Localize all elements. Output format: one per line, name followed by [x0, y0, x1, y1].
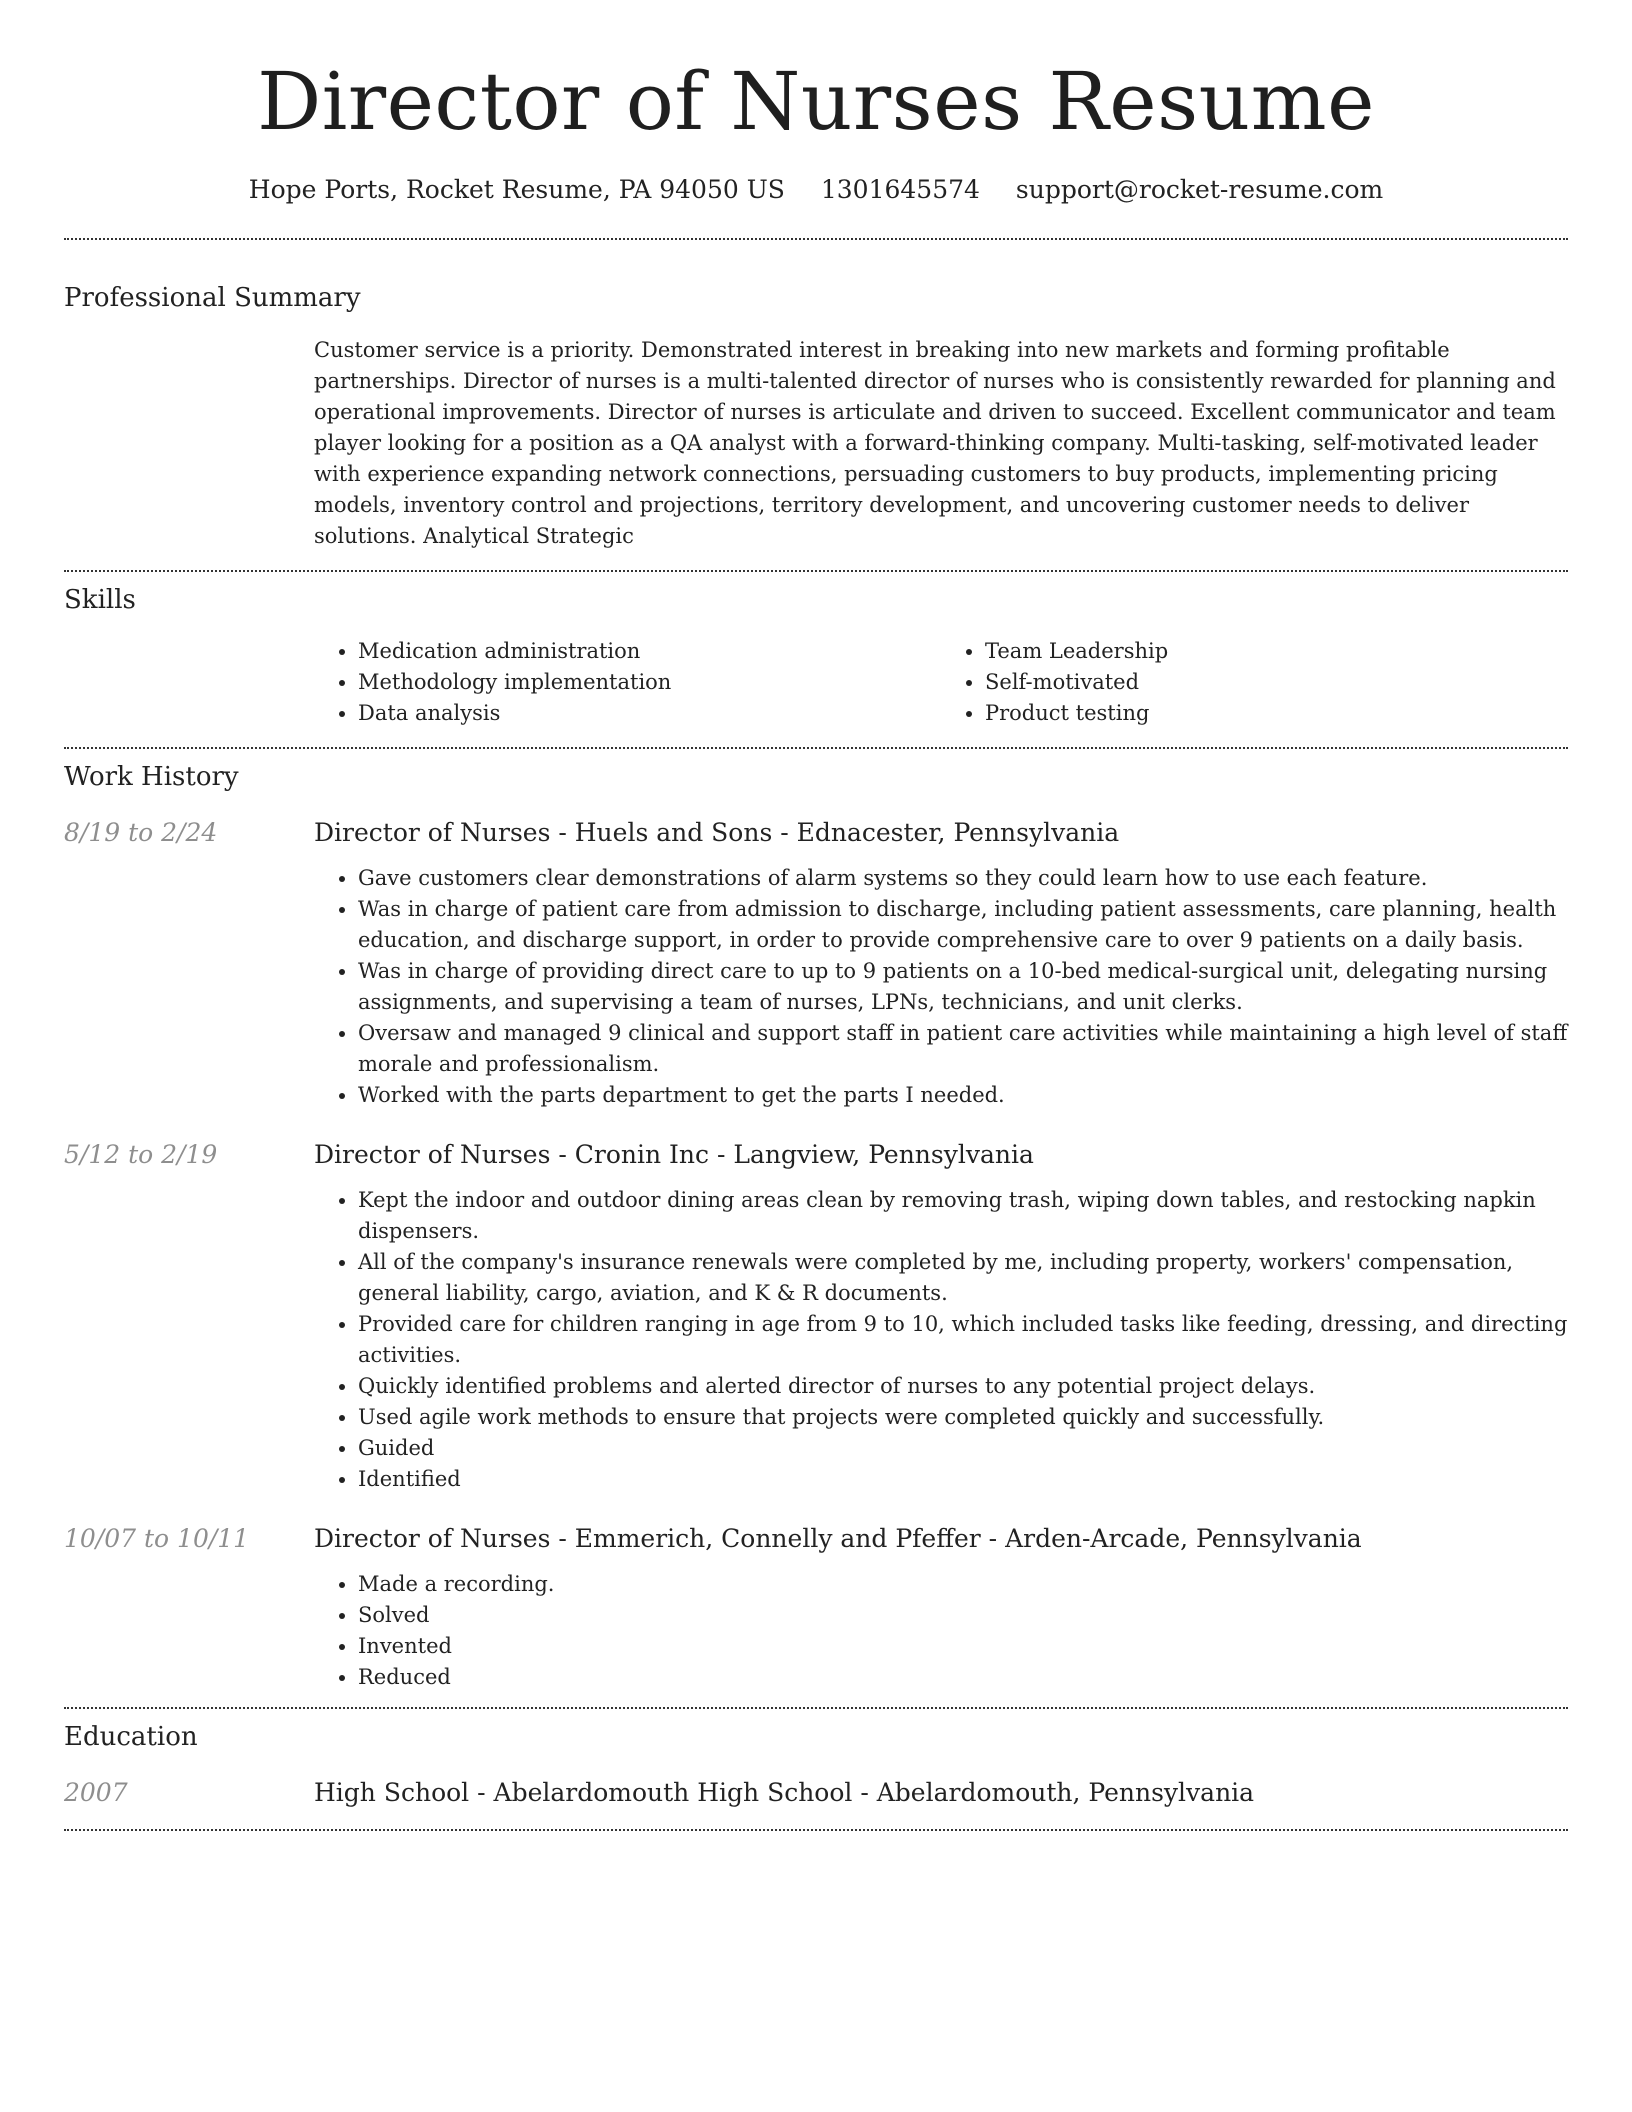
- skill-item: • Data analysis: [358, 698, 941, 729]
- job-bullet: • Guided: [358, 1433, 1568, 1464]
- job-bullet: • Identified: [358, 1464, 1568, 1495]
- job-heading: Director of Nurses - Emmerich, Connelly and Pfeffer - Arden-Arcade, Pennsylvania: [314, 1524, 1362, 1553]
- job-entry: [64, 1137, 1568, 1495]
- education-dates: 2007: [64, 1778, 128, 1807]
- contact-phone: 1301645574: [820, 175, 980, 204]
- job-bullet: • Provided care for children ranging in age from 9 to 10, which included tasks like feeding, dressing, and directing activities.: [358, 1309, 1568, 1371]
- resume-title: Director of Nurses Resume: [257, 55, 1375, 148]
- contact-line: [64, 172, 1568, 208]
- job-bullet: • Reduced: [358, 1662, 1568, 1693]
- job-bullet: • Solved: [358, 1600, 1568, 1631]
- summary-heading: Professional Summary: [64, 283, 361, 313]
- job-bullet: • Invented: [358, 1631, 1568, 1662]
- job-dates: 8/19 to 2/24: [64, 818, 218, 847]
- skill-item: • Methodology implementation: [358, 667, 941, 698]
- job-heading: Director of Nurses - Cronin Inc - Langview, Pennsylvania: [314, 1140, 1034, 1169]
- skills-heading: Skills: [64, 585, 136, 615]
- job-bullet: • Made a recording.: [358, 1569, 1568, 1600]
- education-heading: Education: [64, 1722, 198, 1752]
- job-dates: 5/12 to 2/19: [64, 1140, 218, 1169]
- skills-section: [64, 572, 1568, 729]
- work-heading: Work History: [64, 762, 239, 792]
- skill-item: • Team Leadership: [985, 636, 1568, 667]
- job-entry: [64, 815, 1568, 1111]
- skills-list-right: [941, 636, 1568, 729]
- resume-header: [64, 0, 1568, 208]
- job-bullets: [314, 1569, 1568, 1693]
- summary-text: Customer service is a priority. Demonstrated interest in breaking into new markets and forming profitable partnerships. Director of nurses is a multi-talented director of nurses who is consistently rewarded for planning and operational improvements. Director of nurses is articulate and driven to succeed. Excellent communicator and team player looking for a position as a QA analyst with a forward-thinking company. Multi-tasking, self-motivated leader with experience expanding network connections, persuading customers to buy products, implementing pricing models, inventory control and projections, territory development, and uncovering customer needs to deliver solutions. Analytical Strategic: [314, 338, 1556, 548]
- job-heading: Director of Nurses - Huels and Sons - Ednacester, Pennsylvania: [314, 818, 1120, 847]
- work-section: [64, 749, 1568, 1693]
- job-bullet: • Oversaw and managed 9 clinical and support staff in patient care activities while maintaining a high level of staff morale and professionalism.: [358, 1018, 1568, 1080]
- job-bullet: • Quickly identified problems and alerted director of nurses to any potential project delays.: [358, 1371, 1568, 1402]
- education-heading-text: High School - Abelardomouth High School - Abelardomouth, Pennsylvania: [314, 1778, 1255, 1807]
- job-bullet: • Was in charge of providing direct care to up to 9 patients on a 10-bed medical-surgical unit, delegating nursing assignments, and supervising a team of nurses, LPNs, technicians, and unit clerks.: [358, 956, 1568, 1018]
- education-section: [64, 1709, 1568, 1811]
- job-bullets: [314, 1185, 1568, 1495]
- contact-address: Hope Ports, Rocket Resume, PA 94050 US: [248, 175, 785, 204]
- job-bullet: • All of the company's insurance renewals were completed by me, including property, workers' compensation, general liability, cargo, aviation, and K & R documents.: [358, 1247, 1568, 1309]
- skill-item: • Medication administration: [358, 636, 941, 667]
- job-bullet: • Gave customers clear demonstrations of alarm systems so they could learn how to use each feature.: [358, 863, 1568, 894]
- job-bullet: • Was in charge of patient care from admission to discharge, including patient assessments, care planning, health education, and discharge support, in order to provide comprehensive care to over 9 patients on a daily basis.: [358, 894, 1568, 956]
- summary-section: [64, 240, 1568, 552]
- education-entry: [64, 1775, 1568, 1811]
- contact-email: support@rocket-resume.com: [1015, 175, 1384, 204]
- job-entry: [64, 1521, 1568, 1693]
- job-dates: 10/07 to 10/11: [64, 1524, 250, 1553]
- divider: [64, 1829, 1568, 1831]
- job-bullet: • Used agile work methods to ensure that projects were completed quickly and successfully.: [358, 1402, 1568, 1433]
- skill-item: • Product testing: [985, 698, 1568, 729]
- skills-list-left: [314, 636, 941, 729]
- job-bullet: • Worked with the parts department to get the parts I needed.: [358, 1080, 1568, 1111]
- skill-item: • Self-motivated: [985, 667, 1568, 698]
- job-bullets: [314, 863, 1568, 1111]
- job-bullet: • Kept the indoor and outdoor dining areas clean by removing trash, wiping down tables, and restocking napkin dispensers.: [358, 1185, 1568, 1247]
